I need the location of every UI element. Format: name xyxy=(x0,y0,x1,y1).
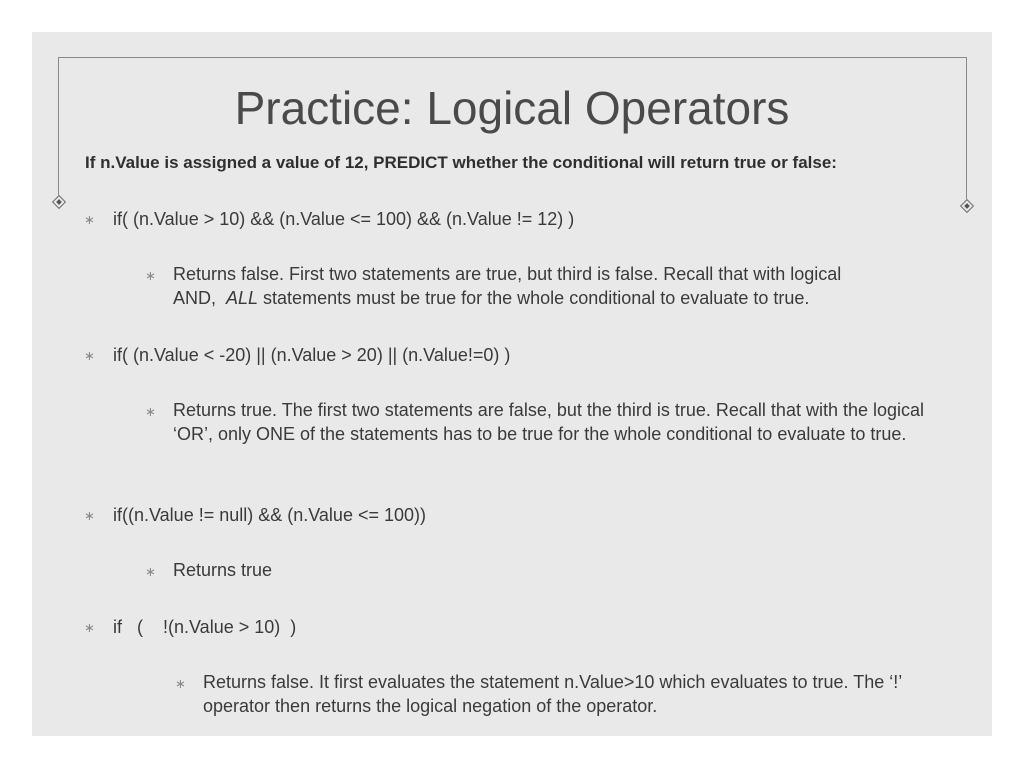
bullet-icon: ∗ xyxy=(175,676,186,691)
answer-1-line-1: Returns false. First two statements are true, but third is false. Recall that with logical xyxy=(173,264,842,284)
bullet-icon: ∗ xyxy=(145,404,156,419)
diamond-ornament-right-icon xyxy=(959,198,975,214)
code-line-3: if((n.Value != null) && (n.Value <= 100)) xyxy=(113,505,426,525)
bullet-icon: ∗ xyxy=(84,348,95,363)
slide-title: Practice: Logical Operators xyxy=(234,82,790,134)
answer-2: Returns true. The first two statements are false, but the third is true. Recall that with the logical ‘OR’, only ONE of the statements has to be true for the whole conditional to evaluate to true. xyxy=(173,400,925,444)
diamond-ornament-left-icon xyxy=(51,194,67,210)
answer-1-line-2: AND, ALL statements must be true for the whole conditional to evaluate to true. xyxy=(173,288,810,308)
code-line-1: if( (n.Value > 10) && (n.Value <= 100) && (n.Value != 12) ) xyxy=(113,209,575,229)
answer-3: Returns true xyxy=(173,560,273,580)
bullet-icon: ∗ xyxy=(145,564,156,579)
bullet-icon: ∗ xyxy=(84,508,95,523)
bullet-icon: ∗ xyxy=(145,268,156,283)
bullet-icon: ∗ xyxy=(84,620,95,635)
frame-top-line xyxy=(58,57,966,58)
answer-4: Returns false. It first evaluates the statement n.Value>10 which evaluates to true. The ‘!’ operator then returns the logical negation of the operator. xyxy=(203,672,902,716)
code-line-2: if( (n.Value < -20) || (n.Value > 20) || (n.Value!=0) ) xyxy=(113,345,511,365)
bullet-icon: ∗ xyxy=(84,212,95,227)
prompt-text: If n.Value is assigned a value of 12, PREDICT whether the conditional will return true or false: xyxy=(85,153,837,172)
code-line-4: if ( !(n.Value > 10) ) xyxy=(113,617,297,637)
